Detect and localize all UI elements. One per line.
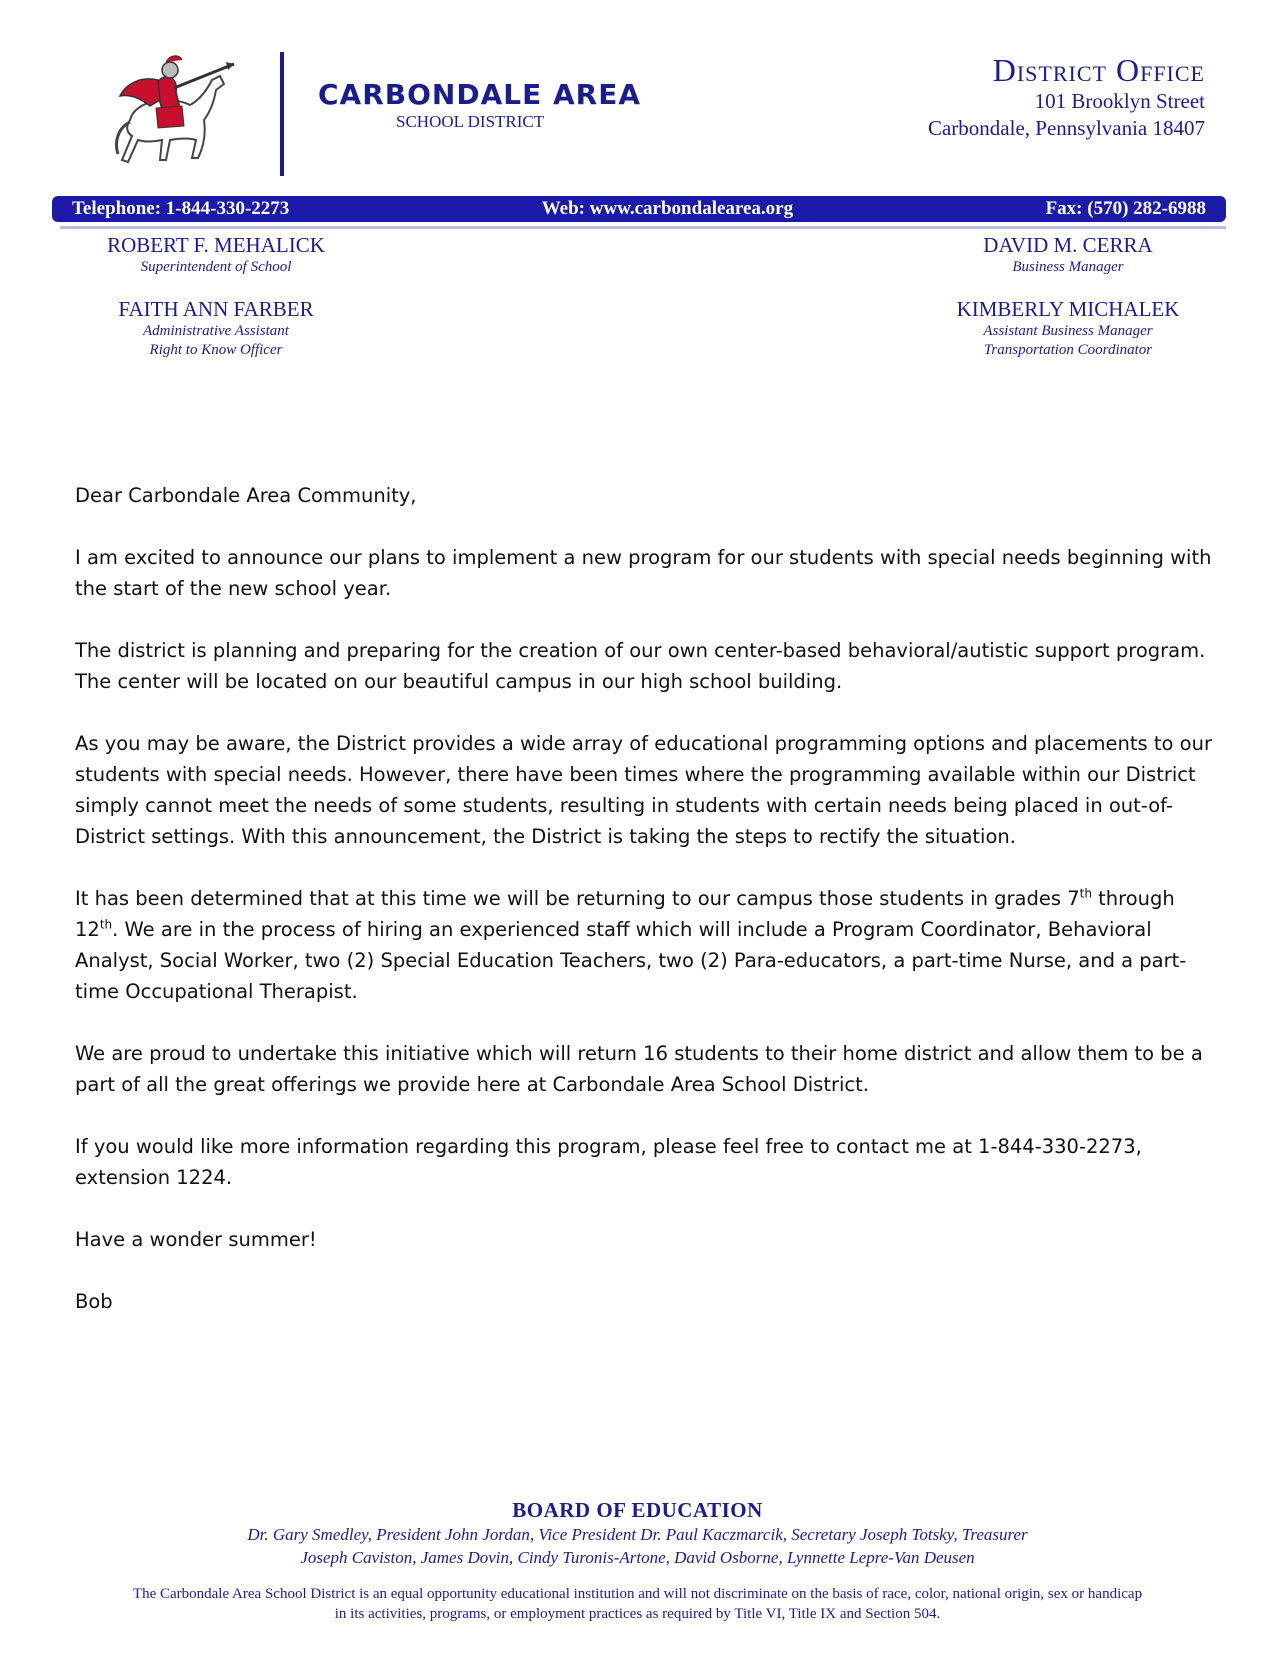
contact-bar — [52, 196, 1226, 222]
board-members-line-1: Dr. Gary Smedley, President John Jordan, Vice President Dr. Paul Kaczmarcik, Secretary Joseph Totsky, Treasurer — [247, 1525, 1028, 1544]
board-of-education — [0, 1497, 1275, 1569]
closing: Have a wonder summer! — [75, 1228, 317, 1251]
paragraph-5: We are proud to undertake this initiative which will return 16 students to their home district and allow them to be a part of all the great offerings we provide here at Carbondale Area School District. — [75, 1042, 1203, 1096]
website: Web: www.carbondalearea.org — [541, 198, 794, 219]
staff-name: ROBERT F. MEHALICK — [107, 233, 325, 257]
staff-name: FAITH ANN FARBER — [118, 297, 314, 321]
paragraph-3: As you may be aware, the District provides a wide array of educational programming options and placements to our students with special needs. However, there have been times where the programming available within our District simply cannot meet the needs of some students, resulting in students with certain needs being placed in out-of-District settings. With this announcement, the District is taking the steps to rectify the situation. — [75, 732, 1212, 848]
equal-opportunity-statement: The Carbondale Area School District is an equal opportunity educational institution and will not discriminate on the basis of race, color, national origin, sex or handicap in its activities, programs, or employment practices as required by Title VI, Title IX and Section 504. — [132, 1586, 1143, 1622]
office-street: 101 Brooklyn Street — [1034, 89, 1205, 113]
board-heading: BOARD OF EDUCATION — [512, 1498, 763, 1522]
staff-role: Right to Know Officer — [149, 342, 283, 358]
staff-asst-business-manager — [938, 296, 1198, 360]
fax: Fax: (570) 282-6988 — [1045, 198, 1206, 219]
board-members-line-2: Joseph Caviston, James Dovin, Cindy Turonis-Artone, David Osborne, Lynnette Lepre-Van Deusen — [300, 1548, 975, 1567]
staff-business-manager — [948, 232, 1188, 277]
header-divider — [280, 52, 284, 176]
paragraph-2: The district is planning and preparing for the creation of our own center-based behavioral/autistic support program. The center will be located on our beautiful campus in our high school building. — [75, 639, 1206, 693]
staff-admin-assistant — [96, 296, 336, 360]
staff-role: Transportation Coordinator — [983, 342, 1153, 358]
staff-name: KIMBERLY MICHALEK — [956, 297, 1180, 321]
salutation: Dear Carbondale Area Community, — [75, 484, 417, 507]
knight-on-horse-logo-icon — [100, 50, 235, 180]
office-city: Carbondale, Pennsylvania 18407 — [927, 116, 1205, 140]
district-subtitle: SCHOOL DISTRICT — [396, 112, 545, 131]
staff-superintendent — [96, 232, 336, 277]
district-name: CARBONDALE AREA — [318, 78, 642, 111]
staff-name: DAVID M. CERRA — [983, 233, 1153, 257]
staff-role: Superintendent of School — [140, 259, 292, 275]
signature: Bob — [75, 1290, 113, 1313]
paragraph-4: It has been determined that at this time we will be returning to our campus those students in grades 7th through 12th. We are in the process of hiring an experienced staff which will include a Program Coordinator, Behavioral Analyst, Social Worker, two (2) Special Education Teachers, two (2) Para-educators, a part-time Nurse, and a part-time Occupational Therapist. — [75, 886, 1187, 1003]
district-office-address — [928, 52, 1205, 142]
telephone: Telephone: 1-844-330-2273 — [72, 198, 290, 219]
letter-body — [75, 480, 1215, 1348]
office-title: District Office — [992, 52, 1205, 88]
staff-role: Assistant Business Manager — [983, 323, 1153, 339]
contact-bar-shadow — [60, 226, 1226, 229]
paragraph-6: If you would like more information regarding this program, please feel free to contact me at 1-844-330-2273, extension 1224. — [75, 1135, 1142, 1189]
staff-role: Business Manager — [1012, 259, 1124, 275]
paragraph-1: I am excited to announce our plans to implement a new program for our students with special needs beginning with the start of the new school year. — [75, 546, 1212, 600]
staff-role: Administrative Assistant — [143, 323, 289, 339]
